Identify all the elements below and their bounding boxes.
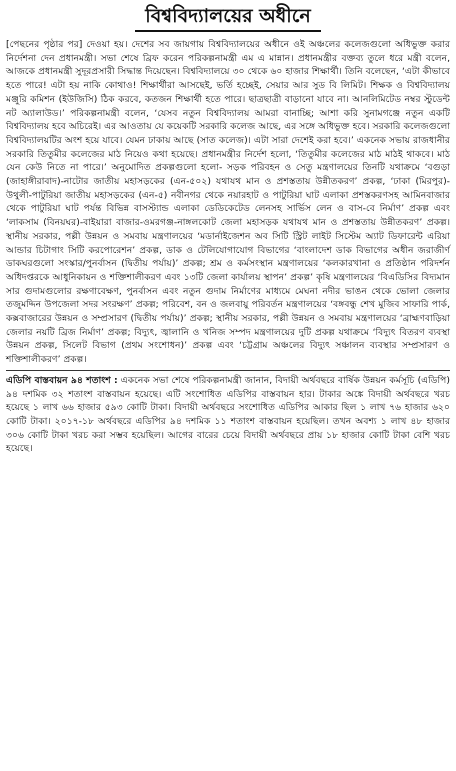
article-paragraph-2 [6,374,450,456]
headline-container [6,4,450,32]
article-body [6,38,450,456]
article-paragraph-1: [পেছনের পৃষ্ঠার পর] দেওয়া হয়। দেশের সব জায়গায় বিশ্ববিদ্যালয়ের অধীনে ওই অঞ্চলের কলেজগুলো অধিভুক্ত করার নির্দেশনা দেন প্রধানমন্ত্রী। সভা শেষে ব্রিফ করেন পরিকল্পনামন্ত্রী এম এ মান্নান। প্রধানমন্ত্রীর বক্তব্য তুলে ধরে মন্ত্রী বলেন, আজকে প্রধানমন্ত্রী সুদূরপ্রসারী সিদ্ধান্ত দিয়েছেন। বিশ্ববিদ্যালয়ে ৩০ থেকে ৬০ হাজার শিক্ষার্থী। তিনি বলেছেন, ‘এটা কীভাবে হতে পারে! এটা হয় নাকি কোথাও! শিক্ষার্থীরা আসছেই, ভর্তি হচ্ছেই, সেয়ার আর সুড বি লিমিট। শিক্ষক ও বিশ্ববিদ্যালয় মঞ্জুরি কমিশন (ইউজিসি) ঠিক করবে, কতজন শিক্ষার্থী হতে পারে। ছাত্রছাত্রী বাড়ানো যাবে না। আনলিমিটেড নম্বর স্টুডেন্ট নট অ্যালাউড।’ পরিকল্পনামন্ত্রী বলেন, ‘যেসব নতুন বিশ্ববিদ্যালয় আমরা বানাচ্ছি; আশা করি সুনামগঞ্জে নতুন একটি বিশ্ববিদ্যালয় হবে অচিরেই। এর আওতায় যে কয়েকটি সরকারি কলেজ আছে, এর সঙ্গে অধিভুক্ত হবে। সরকারি কলেজগুলো বিশ্ববিদ্যালয়টির অংশ হয়ে যাবে। যেমন ঢাকায় আছে (সাত কলেজ)। এটা সারা দেশেই করা হবে।’ একনেক সভায় রাজধানীর সরকারি তিতুমীর কলেজের মাঠ নিয়েও কথা হয়েছে। প্রধানমন্ত্রীর নির্দেশ হলো, ‘তিতুমীর কলেজের মাঠ মাঠই থাকবে। মাঠ যেন কেউ নিতে না পারে।’ অনুমোদিত প্রকল্পগুলো হলো- সড়ক পরিবহন ও সেতু মন্ত্রণালয়ের তিনটি যথাক্রমে ‘বগুড়া (জাহাঙ্গীরাবাদ)-নাটোর জাতীয় মহাসড়কের (এন-৫০২) যথাযথ মান ও প্রশস্ততায় উন্নীতকরণ’ প্রকল্প, ‘ঢাকা (মিরপুর)-উথুলী-পাটুরিয়া জাতীয় মহাসড়কের (এন-৫) নবীনগর থেকে নয়ারহাট ও পাটুরিয়া ঘাট এলাকা প্রশস্তকরণসহ আমিনবাজার থেকে পাটুরিয়া ঘাট পর্যন্ত বিভিন্ন বাসস্ট্যান্ড এলাকা ডেডিকেটেড লেনসহ সার্ভিস লেন ও বাস-বে নির্মাণ’ প্রকল্প এবং ‘লাকসাম (বিনয়ঘর)-বাইয়ারা বাজার-ওমরগঞ্জ-নাঙ্গলকোট জেলা মহাসড়ক যথাযথ মান ও প্রশস্ততায় উন্নীতকরণ’ প্রকল্প। স্থানীয় সরকার, পল্লী উন্নয়ন ও সমবায় মন্ত্রণালয়ের ‘মডার্নাইজেশন অব সিটি স্ট্রিট লাইট সিস্টেম অ্যাট ডিফারেন্ট এরিয়া আন্ডার চিটাগাং সিটি করপোরেশন’ প্রকল্প, ডাক ও টেলিযোগাযোগ বিভাগের ‘বাংলাদেশ ডাক বিভাগের অধীন জরাজীর্ণ ডাকঘরগুলো সংস্কার/পুনর্বাসন (দ্বিতীয় পর্যায়)’ প্রকল্প; শ্রম ও কর্মসংস্থান মন্ত্রণালয়ের ‘কলকারখানা ও প্রতিষ্ঠান পরিদর্শন অধিদপ্তরকে আধুনিকায়ন ও শক্তিশালীকরণ এবং ১৩টি জেলা কার্যালয় স্থাপন’ প্রকল্প’ কৃষি মন্ত্রণালয়ের ‘বিএডিসির বিদ্যমান সার গুদামগুলোর রক্ষণাবেক্ষণ, পুনর্বাসন এবং নতুন গুদাম নির্মাণের মাধ্যমে মেঘনা নদীর ভাঙন থেকে ভোলা জেলার তজুমদ্দিন উপজেলা সদর সংরক্ষণ’ প্রকল্প; পরিবেশ, বন ও জলবায়ু পরিবর্তন মন্ত্রণালয়ের ‘বঙ্গবন্ধু শেখ মুজিব সাফারি পার্ক, কক্সবাজারের উন্নয়ন ও সম্প্রসারণ (দ্বিতীয় পর্যায়)’ প্রকল্প; স্থানীয় সরকার, পল্লী উন্নয়ন ও সমবায় মন্ত্রণালয়ের ‘ব্রাহ্মণবাড়িয়া জেলার নয়টি ব্রিজ নির্মাণ’ প্রকল্প; বিদ্যুৎ, জ্বালানি ও খনিজ সম্পদ মন্ত্রণালয়ের দুটি প্রকল্প যথাক্রমে ‘বিদ্যুৎ বিতরণ ব্যবস্থা উন্নয়ন প্রকল্প, সিলেট বিভাগ (প্রথম সংশোধন)’ প্রকল্প এবং ‘চট্টগ্রাম অঞ্চলের বিদ্যুৎ সঞ্চালন ব্যবস্থার সম্প্রসারণ ও শক্তিশালীকরণ’ প্রকল্প। [6,39,450,366]
section-divider [6,370,450,371]
article-subhead: এডিপি বাস্তবায়ন ৯৪ শতাংশ : [6,374,118,386]
article-headline: বিশ্ববিদ্যালয়ের অধীনে [135,4,320,32]
article-paragraph-2-text: একনেক সভা শেষে পরিকল্পনামন্ত্রী জানান, বিদায়ী অর্থবছরে বার্ষিক উন্নয়ন কর্মসূচি (এডিপি) ৯৪ দশমিক ৩২ শতাংশ বাস্তবায়ন হয়েছে। এটি সংশোধিত এডিপির বাস্তবায়ন হার। টাকার অঙ্কে বিদায়ী অর্থবছরে খরচ হয়েছে ১ লাখ ৬৬ হাজার ৫৯৩ কোটি টাকা। বিদায়ী অর্থবছরে সংশোধিত এডিপির আকার ছিল ১ লাখ ৭৬ হাজার ৬২০ কোটি টাকা। ২০১৭-১৮ অর্থবছরে এডিপির ৯৪ দশমিক ১১ শতাংশ বাস্তবায়ন হয়েছিল। তখন অবশ্য ১ লাখ ৪৮ হাজার ৩০৬ কোটি টাকা খরচ করা সম্ভব হয়েছিল। আগের বারের চেয়ে বিদায়ী অর্থবছরে প্রায় ১৮ হাজার কোটি টাকা বেশি খরচ হয়েছে। [6,374,450,455]
